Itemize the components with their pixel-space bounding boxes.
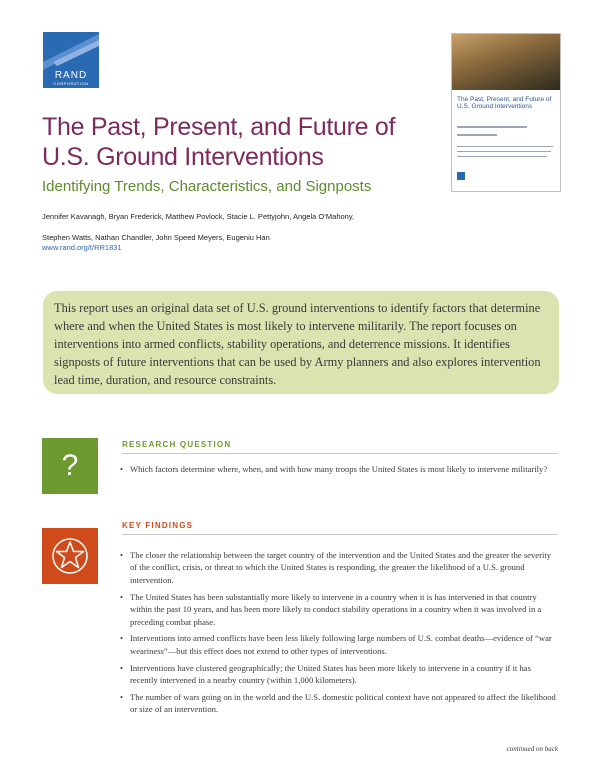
star-icon-shape [50,536,90,576]
report-cover-thumbnail [451,33,561,192]
list-item: • The closer the relationship between the target country of the intervention and the United States and the greater the severity of the conflict, crisis, or threat to which the United States is responding, the greater the likelihood of a U.S. ground intervention. [118,549,558,586]
continued-note: continued on back [506,745,558,753]
cover-text-line [457,156,547,157]
page-title: The Past, Present, and Future of U.S. Ground Interventions [42,113,396,171]
cover-text-line [457,134,497,136]
rand-logo-text: RAND [54,70,88,81]
list-item: • Which factors determine where, when, and with how many troops the United States is most likely to intervene militarily? [118,463,558,475]
cover-photo [452,34,560,90]
research-question-list [118,463,558,480]
key-findings-list [118,549,558,720]
question-mark-glyph: ? [61,449,79,482]
rand-logo [43,32,99,88]
page-subtitle: Identifying Trends, Characteristics, and Signposts [42,178,372,195]
list-item: • The United States has been substantially more likely to intervene in a country when it is has intervened in that country within the past 10 years, and has been more likely to conduct stability operations in a country when it was involved in a preceding combat phase. [118,591,558,628]
rand-logo-subtext: CORPORATION [53,81,89,86]
key-findings-heading: KEY FINDINGS [122,521,558,535]
report-url[interactable]: www.rand.org/t/RR1831 [42,243,122,252]
summary-callout: This report uses an original data set of U.S. ground interventions to identify factors that determine where and when the United States is most likely to intervene militarily. The report focuses on interventions into armed conflicts, stability operations, and deterrence missions. It identifies signposts of future interventions that can be used by Army planners and also explores intervention lead time, duration, and resource constraints. [43,291,559,394]
star-icon [42,528,98,584]
question-icon [42,438,98,494]
cover-text-line [457,146,553,147]
authors [42,206,422,248]
list-item: • Interventions into armed conflicts have been less likely following large numbers of U.S. combat deaths—evidence of “war weariness”—but this effect does not extend to other types of interventions. [118,632,558,657]
cover-text-line [457,126,527,128]
authors-line: Stephen Watts, Nathan Chandler, John Speed Meyers, Eugeniu Han [42,233,270,242]
list-item: • Interventions have clustered geographically; the United States has been more likely to intervene in a country if it has recently intervened in a nearby country (within 1,000 kilometers). [118,662,558,687]
authors-line: Jennifer Kavanagh, Bryan Frederick, Matthew Povlock, Stacie L. Pettyjohn, Angela O’Mahony, [42,212,355,221]
cover-text-line [457,151,551,152]
list-item: • The number of wars going on in the world and the U.S. domestic political context have not appeared to affect the likelihood or size of an intervention. [118,691,558,716]
research-question-heading: RESEARCH QUESTION [122,440,558,454]
cover-title: The Past, Present, and Future of U.S. Ground Interventions [457,96,552,110]
